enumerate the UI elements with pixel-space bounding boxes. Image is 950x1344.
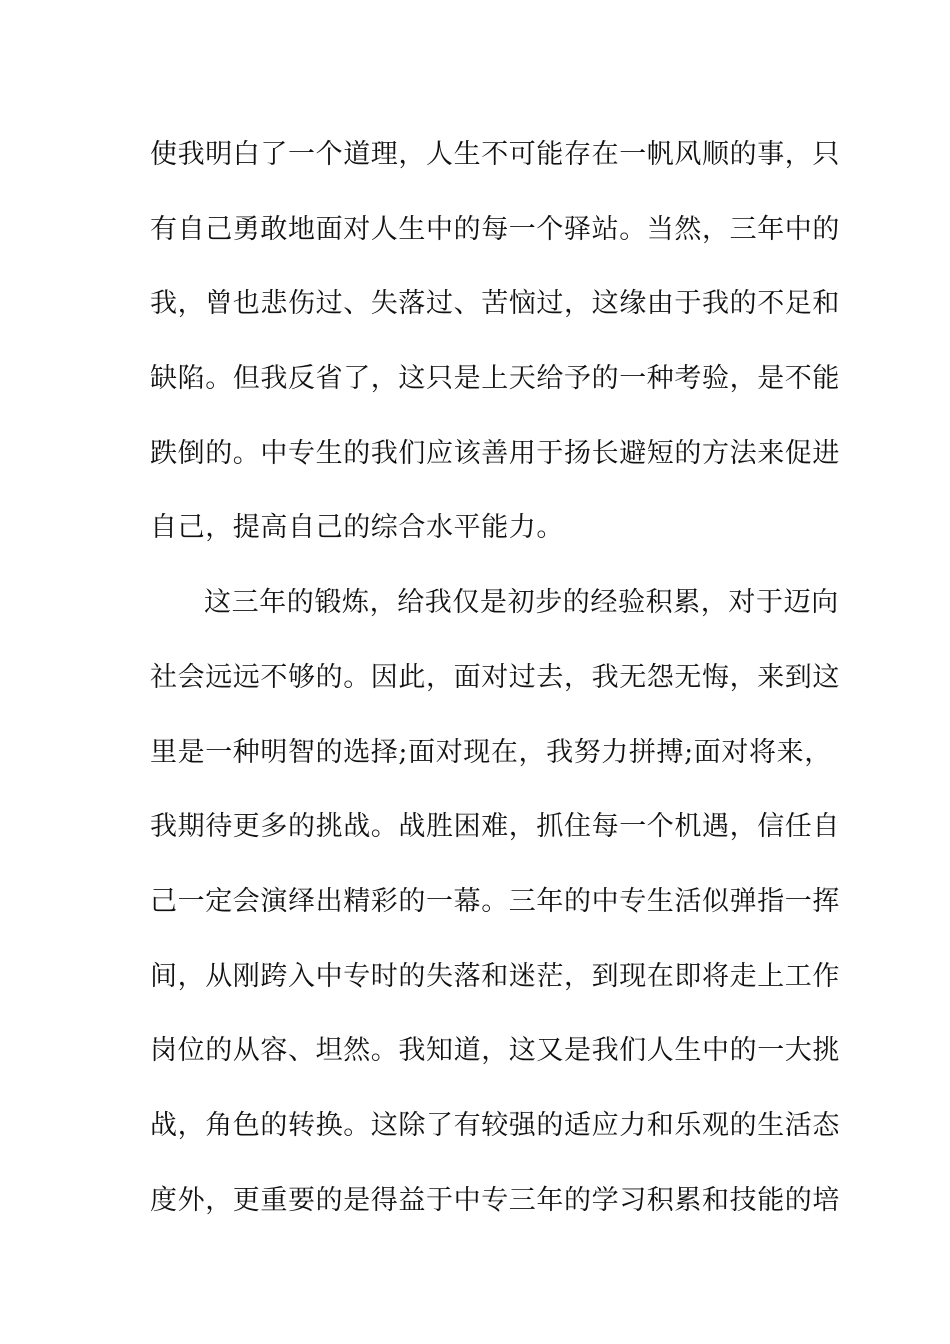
text-line: 有自己勇敢地面对人生中的每一个驿站。当然，三年中的 (150, 213, 840, 245)
text-line: 度外，更重要的是得益于中专三年的学习积累和技能的培 (150, 1184, 840, 1216)
text-line: 缺陷。但我反省了，这只是上天给予的一种考验，是不能 (150, 363, 840, 395)
text-line: 我期待更多的挑战。战胜困难，抓住每一个机遇，信任自 (150, 811, 840, 843)
text-line: 己一定会演绎出精彩的一幕。三年的中专生活似弹指一挥 (150, 885, 840, 917)
paragraph-start-line: 这三年的锻炼，给我仅是初步的经验积累，对于迈向 (204, 587, 839, 619)
text-line: 间，从刚跨入中专时的失落和迷茫，到现在即将走上工作 (150, 960, 840, 992)
text-line: 岗位的从容、坦然。我知道，这又是我们人生中的一大挑 (150, 1035, 840, 1067)
text-line: 跌倒的。中专生的我们应该善用于扬长避短的方法来促进 (150, 437, 840, 469)
text-line: 我，曾也悲伤过、失落过、苦恼过，这缘由于我的不足和 (150, 288, 840, 320)
body-text (150, 128, 840, 1248)
text-line: 使我明白了一个道理，人生不可能存在一帆风顺的事，只 (150, 139, 840, 170)
text-line: 自己，提高自己的综合水平能力。 (150, 512, 564, 544)
text-line: 社会远远不够的。因此，面对过去，我无怨无悔，来到这 (150, 661, 840, 693)
text-line: 战，角色的转换。这除了有较强的适应力和乐观的生活态 (150, 1109, 840, 1141)
text-line: 里是一种明智的选择;面对现在，我努力拼搏;面对将来， (150, 736, 832, 768)
